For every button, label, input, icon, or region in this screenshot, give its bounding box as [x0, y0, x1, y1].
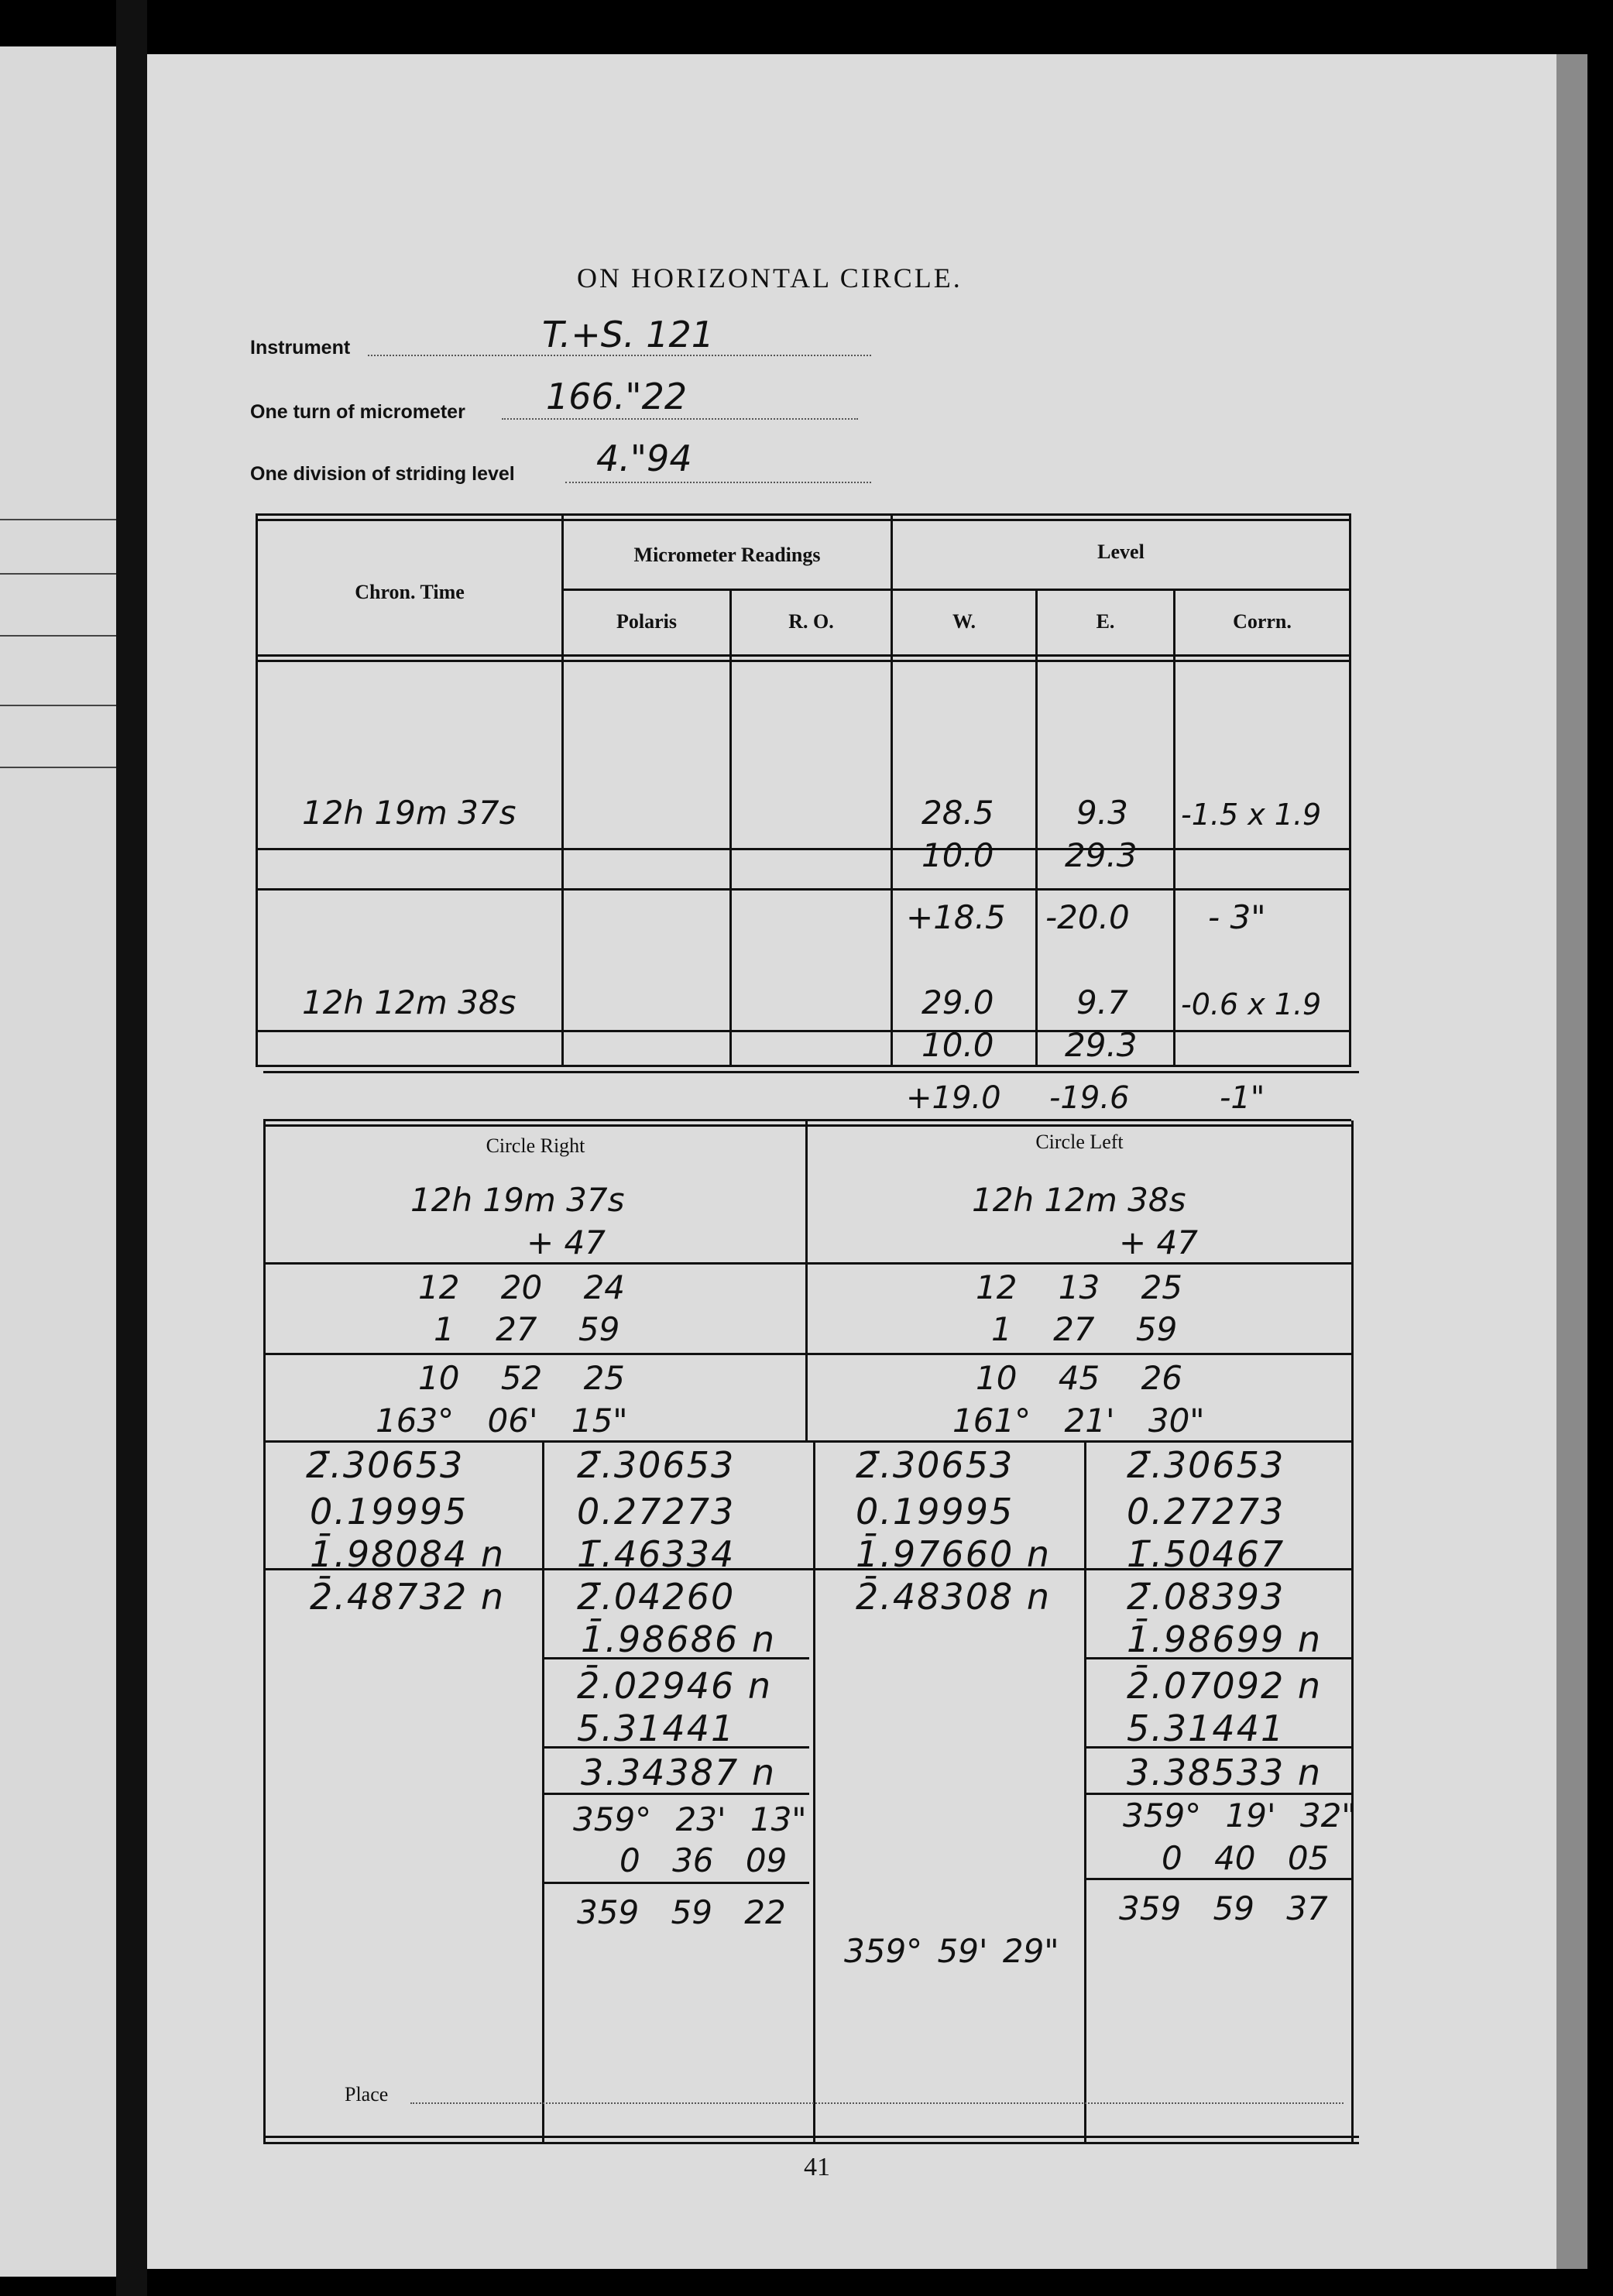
adjacent-page [0, 46, 116, 2277]
log-col4-row-1: 2̄.30653 [1127, 1444, 1285, 1486]
log-col1-row-3: 1̄.98084 n [310, 1533, 505, 1575]
header-ro: R. O. [788, 610, 834, 633]
obs2-chron-time: 12h 12m 38s [302, 983, 517, 1021]
log-col2-row-8: 3.34387 n [581, 1752, 776, 1793]
obs2-e-reading-1: 9.7 [1076, 983, 1128, 1021]
circle-right-difference: 10 52 25 [418, 1359, 626, 1397]
level-division-value: 4."94 [596, 438, 692, 479]
page-edge [1556, 54, 1587, 2269]
circle-right-time: 12h 19m 37s [410, 1181, 625, 1219]
obs2-corrn: -0.6 x 1.9 [1181, 987, 1322, 1021]
log-col3-row-4: 2̄.48308 n [856, 1576, 1051, 1618]
log-col3-row-3: 1̄.97660 n [856, 1533, 1051, 1575]
log-col2-row-6: 2̄.02946 n [577, 1665, 772, 1707]
obs1-w-reading-1: 28.5 [921, 794, 994, 832]
ledger-page [147, 54, 1556, 2269]
log-col4-row-3: 1̄.50467 [1127, 1533, 1285, 1575]
obs1-e-sum: -20.0 [1045, 898, 1130, 936]
page-number: 41 [804, 2153, 830, 2181]
circle-left-add: + 47 [1119, 1224, 1198, 1261]
circle-right-add: + 47 [527, 1224, 606, 1261]
log-col2-row-2: 0.27273 [577, 1491, 736, 1532]
log-col2-row-7: 5.31441 [577, 1707, 736, 1749]
log-col1-row-4: 2̄.48732 n [310, 1576, 505, 1618]
circle-right-heading: Circle Right [486, 1134, 585, 1157]
log-col3-row-2: 0.19995 [856, 1491, 1014, 1532]
log-col4-row-10: 0 40 05 [1162, 1839, 1330, 1877]
log-col4-row-7: 5.31441 [1127, 1707, 1285, 1749]
log-col4-row-9: 359° 19' 32" [1123, 1797, 1357, 1834]
log-col4-row-11: 359 59 37 [1119, 1889, 1328, 1927]
log-col2-row-5: 1̄.98686 n [581, 1618, 776, 1660]
log-col2-row-9: 359° 23' 13" [573, 1800, 807, 1838]
obs1-corrn: -1.5 x 1.9 [1181, 798, 1322, 832]
log-col2-row-1: 2̄.30653 [577, 1444, 736, 1486]
circle-right-angle: 163° 06' 15" [376, 1402, 628, 1440]
obs1-e-reading-2: 29.3 [1065, 836, 1138, 874]
log-col4-row-4: 2̄.08393 [1127, 1576, 1285, 1618]
circle-left-time: 12h 12m 38s [972, 1181, 1186, 1219]
log-col1-row-2: 0.19995 [310, 1491, 468, 1532]
header-w: W. [952, 610, 976, 633]
log-col2-row-4: 2̄.04260 [577, 1576, 736, 1618]
obs1-corrn-sum: - 3" [1208, 898, 1266, 936]
obs2-w-reading-1: 29.0 [921, 983, 994, 1021]
book-gutter [116, 0, 147, 2296]
log-col4-row-6: 2̄.07092 n [1127, 1665, 1322, 1707]
micrometer-value: 166."22 [546, 376, 688, 417]
header-micrometer-readings: Micrometer Readings [633, 544, 821, 566]
log-col2-row-11: 359 59 22 [577, 1893, 786, 1931]
circle-right-offset: 1 27 59 [434, 1310, 620, 1348]
circle-left-sum: 12 13 25 [976, 1268, 1183, 1306]
circle-left-difference: 10 45 26 [976, 1359, 1183, 1397]
log-col2-row-3: 1̄.46334 [577, 1533, 736, 1575]
header-corrn: Corrn. [1233, 610, 1292, 633]
obs2-e-reading-2: 29.3 [1065, 1026, 1138, 1064]
micrometer-dotted-line [502, 418, 858, 420]
header-e: E. [1096, 610, 1115, 633]
obs2-corrn-sum: -1" [1220, 1080, 1265, 1116]
log-col4-row-2: 0.27273 [1127, 1491, 1285, 1532]
obs1-w-reading-2: 10.0 [921, 836, 994, 874]
circle-left-heading: Circle Left [1035, 1131, 1124, 1153]
micrometer-label: One turn of micrometer [250, 401, 465, 423]
header-chron-time: Chron. Time [355, 581, 465, 603]
obs1-e-reading-1: 9.3 [1076, 794, 1128, 832]
log-col4-row-8: 3.38533 n [1127, 1752, 1322, 1793]
header-polaris: Polaris [616, 610, 677, 633]
level-dotted-line [565, 482, 871, 483]
circle-right-sum: 12 20 24 [418, 1268, 626, 1306]
obs2-w-sum: +19.0 [906, 1080, 1001, 1116]
header-level: Level [1097, 541, 1145, 563]
log-col2-row-10: 0 36 09 [619, 1841, 788, 1879]
log-col3-final-angle: 359° 59' 29" [844, 1932, 1059, 1970]
page-title: ON HORIZONTAL CIRCLE. [577, 263, 963, 293]
instrument-label: Instrument [250, 337, 351, 359]
obs1-w-sum: +18.5 [906, 898, 1006, 936]
circle-left-offset: 1 27 59 [991, 1310, 1178, 1348]
circle-left-angle: 161° 21' 30" [952, 1402, 1205, 1440]
place-label: Place [345, 2083, 389, 2106]
obs2-e-sum: -19.6 [1049, 1080, 1130, 1116]
obs1-chron-time: 12h 19m 37s [302, 794, 517, 832]
instrument-value: T.+S. 121 [542, 314, 715, 355]
obs2-w-reading-2: 10.0 [921, 1026, 994, 1064]
log-col4-row-5: 1̄.98699 n [1127, 1618, 1322, 1660]
log-col3-row-1: 2̄.30653 [856, 1444, 1014, 1486]
level-division-label: One division of striding level [250, 463, 515, 485]
log-col1-row-1: 2̄.30653 [306, 1444, 465, 1486]
place-dotted-line [410, 2102, 1344, 2104]
